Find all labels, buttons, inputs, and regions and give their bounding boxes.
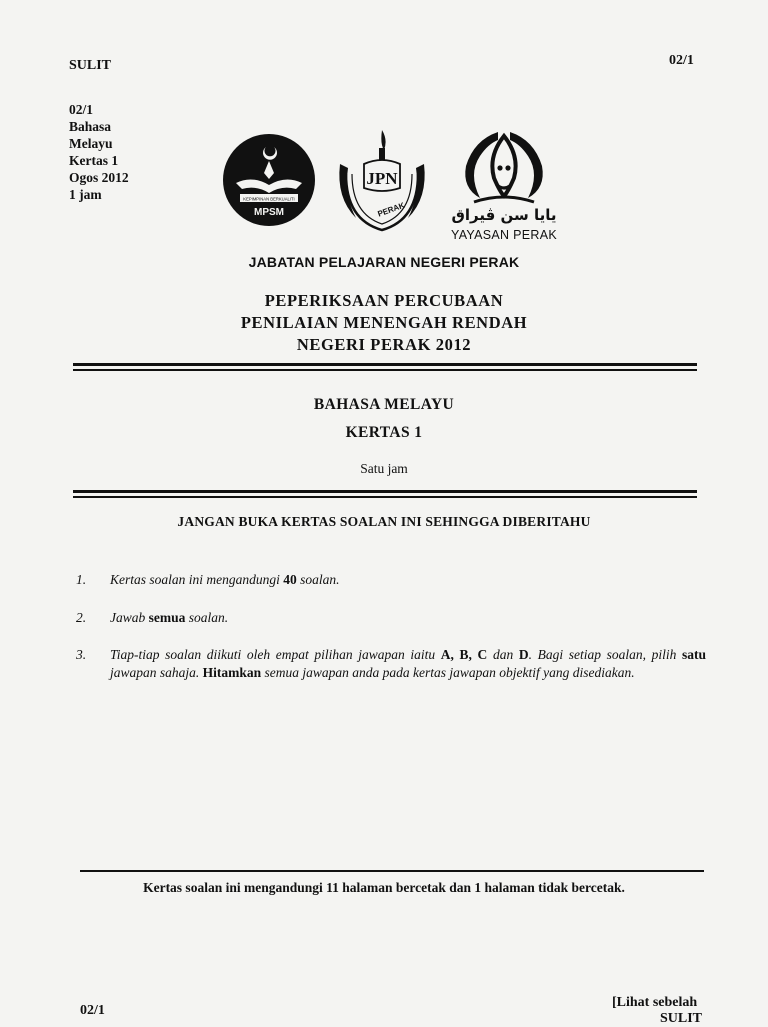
paper-number: KERTAS 1 (345, 424, 423, 441)
mid-rule-thin (73, 496, 697, 498)
header-sulit: SULIT (69, 58, 112, 73)
yayasan-perak-logo (444, 126, 564, 248)
exam-title-line-3: NEGERI PERAK 2012 (296, 335, 472, 354)
top-rule-thin (73, 369, 697, 371)
subject-line-2: Melayu (69, 136, 113, 151)
footer-sulit: SULIT (660, 1011, 703, 1026)
exam-title (0, 290, 768, 356)
subject-block (69, 101, 129, 203)
department-title: JABATAN PELAJARAN NEGERI PERAK (248, 254, 520, 270)
yayasan-caption: YAYASAN PERAK (450, 228, 558, 242)
mid-rule-thick (73, 490, 697, 493)
paper-subject: BAHASA MELAYU (313, 396, 455, 413)
paper-duration: Satu jam (360, 461, 408, 476)
instruction-number: 2. (76, 610, 87, 625)
mpsm-text: MPSM (254, 207, 284, 218)
mpsm-banner-text: KEPIMPINAN BERKUALITI (243, 196, 295, 202)
top-rule-thick (73, 363, 697, 366)
subject-duration: 1 jam (69, 187, 102, 202)
instruction-text: Tiap-tiap soalan diikuti oleh empat pilihan jawapan iaitu A, B, C dan D. Bagi setiap soalan, pilih satu jawapan sahaja. Hitamkan semua jawapan anda pada kertas jawapan objektif yang disediakan. (110, 647, 706, 680)
jpn-ring-text: PERAK (376, 200, 406, 219)
page-count-note: Kertas soalan ini mengandungi 11 halaman bercetak dan 1 halaman tidak bercetak. (143, 880, 625, 895)
instruction-number: 3. (76, 647, 87, 662)
instruction-number: 1. (76, 572, 87, 587)
mpsm-logo (222, 133, 316, 227)
jpn-text: JPN (366, 169, 398, 188)
exam-title-line-1: PEPERIKSAAN PERCUBAAN (264, 291, 504, 310)
footer-turn-over: [Lihat sebelah (612, 995, 698, 1010)
instruction-text: Jawab semua soalan. (110, 610, 229, 625)
jpn-perak-logo (334, 128, 430, 234)
warning-text: JANGAN BUKA KERTAS SOALAN INI SEHINGGA DIBERITAHU (177, 514, 591, 529)
subject-date: Ogos 2012 (69, 170, 129, 185)
subject-code: 02/1 (69, 102, 94, 117)
footer-rule (80, 870, 704, 872)
subject-paper: Kertas 1 (69, 153, 119, 168)
header-code: 02/1 (669, 53, 694, 68)
subject-line-1: Bahasa (69, 119, 112, 134)
footer-code: 02/1 (80, 1003, 105, 1018)
yayasan-jawi-text: يايا سن ڤيراق (451, 206, 557, 224)
instruction-text: Kertas soalan ini mengandungi 40 soalan. (110, 572, 340, 587)
exam-title-line-2: PENILAIAN MENENGAH RENDAH (240, 313, 528, 332)
